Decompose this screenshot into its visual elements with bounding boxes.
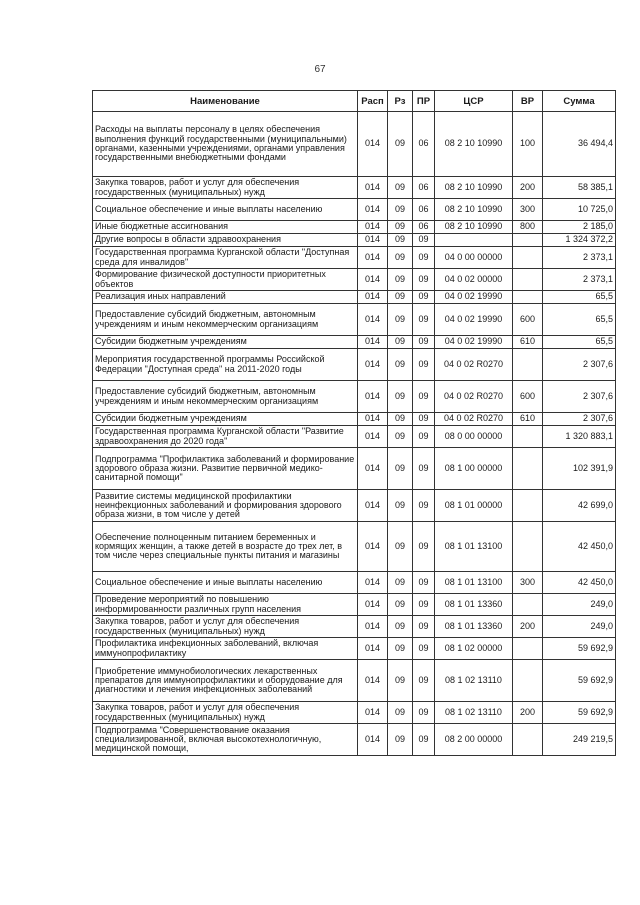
cell-csr: 04 0 02 R0270	[435, 349, 513, 381]
table-row	[93, 234, 616, 247]
cell-sum: 2 307,6	[543, 381, 616, 413]
cell-sum: 249,0	[543, 594, 616, 616]
cell-sum: 42 699,0	[543, 490, 616, 522]
header-sum: Сумма	[543, 91, 616, 112]
cell-csr: 04 0 02 R0270	[435, 381, 513, 413]
cell-name: Реализация иных направлений	[93, 291, 358, 304]
cell-vr	[513, 234, 543, 247]
cell-vr	[513, 490, 543, 522]
cell-name: Субсидии бюджетным учреждениям	[93, 413, 358, 426]
cell-vr	[513, 291, 543, 304]
cell-pr: 09	[413, 490, 435, 522]
cell-sum: 42 450,0	[543, 522, 616, 572]
cell-name: Мероприятия государственной программы Российской Федерации "Доступная среда" на 2011-2020 годы	[93, 349, 358, 381]
cell-vr	[513, 638, 543, 660]
cell-pr: 09	[413, 522, 435, 572]
cell-vr: 300	[513, 199, 543, 221]
cell-rasp: 014	[358, 724, 388, 756]
cell-sum: 65,5	[543, 336, 616, 349]
table-row	[93, 177, 616, 199]
header-rz: Рз	[388, 91, 413, 112]
cell-rasp: 014	[358, 234, 388, 247]
cell-pr: 09	[413, 426, 435, 448]
cell-name: Иные бюджетные ассигнования	[93, 221, 358, 234]
cell-sum: 36 494,4	[543, 112, 616, 177]
cell-csr: 08 2 00 00000	[435, 724, 513, 756]
cell-rasp: 014	[358, 616, 388, 638]
cell-rz: 09	[388, 616, 413, 638]
table-row	[93, 448, 616, 490]
cell-csr: 08 1 01 13360	[435, 594, 513, 616]
cell-sum: 1 324 372,2	[543, 234, 616, 247]
cell-csr: 08 1 01 13360	[435, 616, 513, 638]
cell-rasp: 014	[358, 490, 388, 522]
cell-rasp: 014	[358, 702, 388, 724]
cell-vr: 610	[513, 413, 543, 426]
cell-rz: 09	[388, 638, 413, 660]
cell-pr: 09	[413, 349, 435, 381]
cell-csr	[435, 234, 513, 247]
cell-rz: 09	[388, 269, 413, 291]
cell-name: Обеспечение полноценным питанием беременных и кормящих женщин, а также детей в возрасте до трех лет, в том числе через специальные пункты питания и магазины	[93, 522, 358, 572]
header-pr: ПР	[413, 91, 435, 112]
cell-rz: 09	[388, 702, 413, 724]
cell-rz: 09	[388, 381, 413, 413]
cell-rasp: 014	[358, 349, 388, 381]
cell-sum: 249,0	[543, 616, 616, 638]
table-row	[93, 381, 616, 413]
table-row	[93, 426, 616, 448]
cell-name: Приобретение иммунобиологических лекарственных препаратов для иммунопрофилактики и оборудование для диагностики и лечения инфекционных заболеваний	[93, 660, 358, 702]
cell-pr: 06	[413, 199, 435, 221]
cell-sum: 59 692,9	[543, 702, 616, 724]
table-row	[93, 660, 616, 702]
cell-sum: 65,5	[543, 291, 616, 304]
cell-name: Закупка товаров, работ и услуг для обеспечения государственных (муниципальных) нужд	[93, 702, 358, 724]
cell-sum: 10 725,0	[543, 199, 616, 221]
cell-rz: 09	[388, 490, 413, 522]
header-name: Наименование	[93, 91, 358, 112]
cell-csr: 08 1 00 00000	[435, 448, 513, 490]
cell-rasp: 014	[358, 336, 388, 349]
cell-name: Закупка товаров, работ и услуг для обеспечения государственных (муниципальных) нужд	[93, 616, 358, 638]
cell-name: Формирование физической доступности приоритетных объектов	[93, 269, 358, 291]
cell-vr	[513, 349, 543, 381]
cell-rz: 09	[388, 221, 413, 234]
cell-sum: 2 307,6	[543, 413, 616, 426]
cell-rasp: 014	[358, 269, 388, 291]
cell-name: Проведение мероприятий по повышению информированности различных групп населения	[93, 594, 358, 616]
table-row	[93, 304, 616, 336]
table-row	[93, 349, 616, 381]
cell-csr: 04 0 02 R0270	[435, 413, 513, 426]
cell-sum: 2 373,1	[543, 247, 616, 269]
cell-csr: 04 0 02 19990	[435, 291, 513, 304]
table-row	[93, 269, 616, 291]
cell-csr: 04 0 02 00000	[435, 269, 513, 291]
cell-rz: 09	[388, 572, 413, 594]
cell-name: Другие вопросы в области здравоохранения	[93, 234, 358, 247]
cell-rz: 09	[388, 426, 413, 448]
cell-csr: 08 1 01 00000	[435, 490, 513, 522]
cell-pr: 09	[413, 638, 435, 660]
header-csr: ЦСР	[435, 91, 513, 112]
cell-vr: 800	[513, 221, 543, 234]
cell-pr: 09	[413, 381, 435, 413]
cell-vr	[513, 269, 543, 291]
table-row	[93, 702, 616, 724]
cell-rasp: 014	[358, 660, 388, 702]
cell-rz: 09	[388, 522, 413, 572]
cell-sum: 59 692,9	[543, 638, 616, 660]
cell-csr: 08 2 10 10990	[435, 199, 513, 221]
table-row	[93, 616, 616, 638]
header-rasp: Расп	[358, 91, 388, 112]
cell-rasp: 014	[358, 247, 388, 269]
cell-name: Закупка товаров, работ и услуг для обеспечения государственных (муниципальных) нужд	[93, 177, 358, 199]
cell-sum: 1 320 883,1	[543, 426, 616, 448]
cell-vr: 300	[513, 572, 543, 594]
cell-pr: 09	[413, 660, 435, 702]
table-row	[93, 336, 616, 349]
cell-name: Социальное обеспечение и иные выплаты населению	[93, 199, 358, 221]
cell-csr: 04 0 02 19990	[435, 336, 513, 349]
cell-rasp: 014	[358, 291, 388, 304]
cell-csr: 08 1 01 13100	[435, 522, 513, 572]
cell-vr: 610	[513, 336, 543, 349]
cell-vr: 100	[513, 112, 543, 177]
cell-rz: 09	[388, 594, 413, 616]
cell-vr	[513, 448, 543, 490]
cell-rz: 09	[388, 177, 413, 199]
table-row	[93, 413, 616, 426]
cell-rz: 09	[388, 336, 413, 349]
cell-pr: 09	[413, 291, 435, 304]
cell-pr: 09	[413, 269, 435, 291]
cell-sum: 65,5	[543, 304, 616, 336]
cell-name: Предоставление субсидий бюджетным, автономным учреждениям и иным некоммерческим организациям	[93, 304, 358, 336]
cell-pr: 09	[413, 448, 435, 490]
cell-rasp: 014	[358, 522, 388, 572]
table-header-row	[93, 91, 616, 112]
cell-vr	[513, 594, 543, 616]
cell-vr: 200	[513, 702, 543, 724]
cell-name: Подпрограмма "Профилактика заболеваний и формирование здорового образа жизни. Развитие первичной медико-санитарной помощи"	[93, 448, 358, 490]
cell-pr: 09	[413, 413, 435, 426]
cell-vr	[513, 660, 543, 702]
cell-vr: 600	[513, 304, 543, 336]
cell-rz: 09	[388, 413, 413, 426]
cell-pr: 09	[413, 594, 435, 616]
cell-pr: 09	[413, 702, 435, 724]
cell-pr: 09	[413, 336, 435, 349]
cell-rz: 09	[388, 247, 413, 269]
cell-pr: 09	[413, 304, 435, 336]
cell-pr: 06	[413, 112, 435, 177]
cell-rasp: 014	[358, 177, 388, 199]
cell-sum: 2 185,0	[543, 221, 616, 234]
cell-pr: 09	[413, 234, 435, 247]
table-row	[93, 724, 616, 756]
cell-name: Субсидии бюджетным учреждениям	[93, 336, 358, 349]
cell-csr: 08 2 10 10990	[435, 221, 513, 234]
cell-pr: 09	[413, 724, 435, 756]
cell-rz: 09	[388, 724, 413, 756]
cell-vr	[513, 522, 543, 572]
cell-sum: 59 692,9	[543, 660, 616, 702]
table-row	[93, 112, 616, 177]
cell-pr: 09	[413, 616, 435, 638]
table-row	[93, 490, 616, 522]
cell-csr: 08 1 01 13100	[435, 572, 513, 594]
cell-sum: 58 385,1	[543, 177, 616, 199]
table-row	[93, 522, 616, 572]
cell-vr: 600	[513, 381, 543, 413]
cell-rasp: 014	[358, 381, 388, 413]
cell-rasp: 014	[358, 448, 388, 490]
cell-name: Расходы на выплаты персоналу в целях обеспечения выполнения функций государственными (муниципальными) органами, казенными учреждениями, органами управления государственными внебюджетными фондами	[93, 112, 358, 177]
cell-sum: 42 450,0	[543, 572, 616, 594]
cell-csr: 08 1 02 13110	[435, 660, 513, 702]
cell-pr: 06	[413, 221, 435, 234]
cell-vr: 200	[513, 616, 543, 638]
cell-csr: 08 2 10 10990	[435, 112, 513, 177]
table-row	[93, 247, 616, 269]
cell-rasp: 014	[358, 572, 388, 594]
table-row	[93, 221, 616, 234]
header-vr: ВР	[513, 91, 543, 112]
cell-name: Профилактика инфекционных заболеваний, включая иммунопрофилактику	[93, 638, 358, 660]
cell-name: Развитие системы медицинской профилактики неинфекционных заболеваний и формирования здорового образа жизни, в том числе у детей	[93, 490, 358, 522]
cell-csr: 08 0 00 00000	[435, 426, 513, 448]
cell-name: Подпрограмма "Совершенствование оказания специализированной, включая высокотехнологичную, медицинской помощи,	[93, 724, 358, 756]
cell-csr: 04 0 02 19990	[435, 304, 513, 336]
cell-vr	[513, 426, 543, 448]
cell-name: Государственная программа Курганской области "Доступная среда для инвалидов"	[93, 247, 358, 269]
cell-vr: 200	[513, 177, 543, 199]
cell-rasp: 014	[358, 304, 388, 336]
cell-rz: 09	[388, 304, 413, 336]
cell-vr	[513, 247, 543, 269]
cell-rz: 09	[388, 112, 413, 177]
cell-rasp: 014	[358, 221, 388, 234]
cell-name: Государственная программа Курганской области "Развитие здравоохранения до 2020 года"	[93, 426, 358, 448]
cell-rasp: 014	[358, 413, 388, 426]
cell-rasp: 014	[358, 426, 388, 448]
cell-csr: 08 1 02 00000	[435, 638, 513, 660]
cell-sum: 2 307,6	[543, 349, 616, 381]
table-row	[93, 638, 616, 660]
cell-vr	[513, 724, 543, 756]
cell-pr: 06	[413, 177, 435, 199]
table-row	[93, 199, 616, 221]
cell-rasp: 014	[358, 594, 388, 616]
cell-csr: 04 0 00 00000	[435, 247, 513, 269]
cell-rz: 09	[388, 660, 413, 702]
cell-sum: 249 219,5	[543, 724, 616, 756]
cell-csr: 08 2 10 10990	[435, 177, 513, 199]
page-number: 67	[314, 64, 326, 75]
cell-sum: 102 391,9	[543, 448, 616, 490]
cell-name: Социальное обеспечение и иные выплаты населению	[93, 572, 358, 594]
budget-table	[92, 90, 616, 756]
cell-pr: 09	[413, 247, 435, 269]
cell-rasp: 014	[358, 638, 388, 660]
cell-rz: 09	[388, 349, 413, 381]
cell-sum: 2 373,1	[543, 269, 616, 291]
table-row	[93, 594, 616, 616]
table-row	[93, 291, 616, 304]
cell-pr: 09	[413, 572, 435, 594]
table-row	[93, 572, 616, 594]
cell-csr: 08 1 02 13110	[435, 702, 513, 724]
cell-name: Предоставление субсидий бюджетным, автономным учреждениям и иным некоммерческим организациям	[93, 381, 358, 413]
cell-rz: 09	[388, 291, 413, 304]
cell-rz: 09	[388, 234, 413, 247]
cell-rasp: 014	[358, 112, 388, 177]
cell-rz: 09	[388, 448, 413, 490]
cell-rasp: 014	[358, 199, 388, 221]
cell-rz: 09	[388, 199, 413, 221]
